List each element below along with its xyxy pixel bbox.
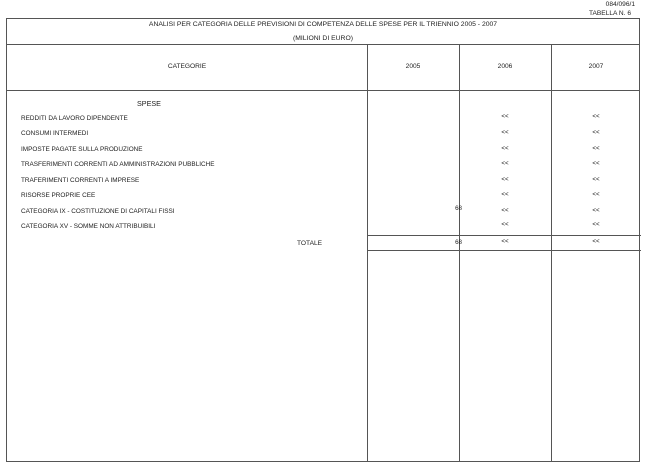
row-value-2007: <<	[592, 160, 600, 167]
row-value-2007: <<	[592, 113, 600, 120]
row-value-2007: <<	[592, 207, 600, 214]
total-top-rule	[367, 235, 641, 236]
section-spese: SPESE	[137, 99, 161, 108]
row-value-2006: <<	[501, 129, 509, 136]
row-value-2005: 68	[455, 205, 462, 212]
row-label: TRAFERIMENTI CORRENTI A IMPRESE	[21, 177, 140, 184]
row-value-2006: <<	[501, 207, 509, 214]
column-divider-1	[367, 44, 368, 462]
total-value-2007: <<	[592, 238, 600, 245]
row-value-2007: <<	[592, 191, 600, 198]
header-year-2006: 2006	[497, 63, 513, 70]
total-value-2006: <<	[501, 238, 509, 245]
row-label: CONSUMI INTERMEDI	[21, 130, 89, 137]
row-label: RISORSE PROPRIE CEE	[21, 192, 96, 199]
total-value-2005: 68	[455, 239, 462, 246]
row-value-2006: <<	[501, 191, 509, 198]
row-label: REDDITI DA LAVORO DIPENDENTE	[21, 115, 128, 122]
row-value-2007: <<	[592, 221, 600, 228]
row-label: TRASFERIMENTI CORRENTI AD AMMINISTRAZIONI PUBBLICHE	[21, 161, 215, 168]
title-divider	[7, 44, 639, 45]
row-value-2007: <<	[592, 176, 600, 183]
table-subtitle: (MILIONI DI EURO)	[292, 35, 354, 42]
header-year-2005: 2005	[405, 63, 421, 70]
total-label: TOTALE	[297, 240, 323, 247]
row-value-2006: <<	[501, 221, 509, 228]
total-bottom-rule	[367, 250, 641, 251]
table-number: TABELLA N. 6	[588, 10, 631, 17]
row-label: CATEGORIA IX - COSTITUZIONE DI CAPITALI FISSI	[21, 208, 175, 215]
row-value-2006: <<	[501, 145, 509, 152]
document-code: 084/096/1	[605, 1, 635, 8]
table-title: ANALISI PER CATEGORIA DELLE PREVISIONI DI COMPETENZA DELLE SPESE PER IL TRIENNIO 2005 - 2007	[148, 21, 498, 28]
column-divider-2	[459, 44, 460, 462]
row-value-2006: <<	[501, 160, 509, 167]
header-year-2007: 2007	[588, 63, 604, 70]
header-divider	[7, 90, 639, 91]
table-frame	[6, 18, 640, 462]
row-value-2006: <<	[501, 113, 509, 120]
row-value-2007: <<	[592, 129, 600, 136]
row-value-2006: <<	[501, 176, 509, 183]
column-divider-3	[551, 44, 552, 462]
row-value-2007: <<	[592, 145, 600, 152]
row-label: CATEGORIA XV - SOMME NON ATTRIBUIBILI	[21, 223, 156, 230]
header-categorie: CATEGORIE	[167, 63, 207, 70]
row-label: IMPOSTE PAGATE SULLA PRODUZIONE	[21, 146, 143, 153]
